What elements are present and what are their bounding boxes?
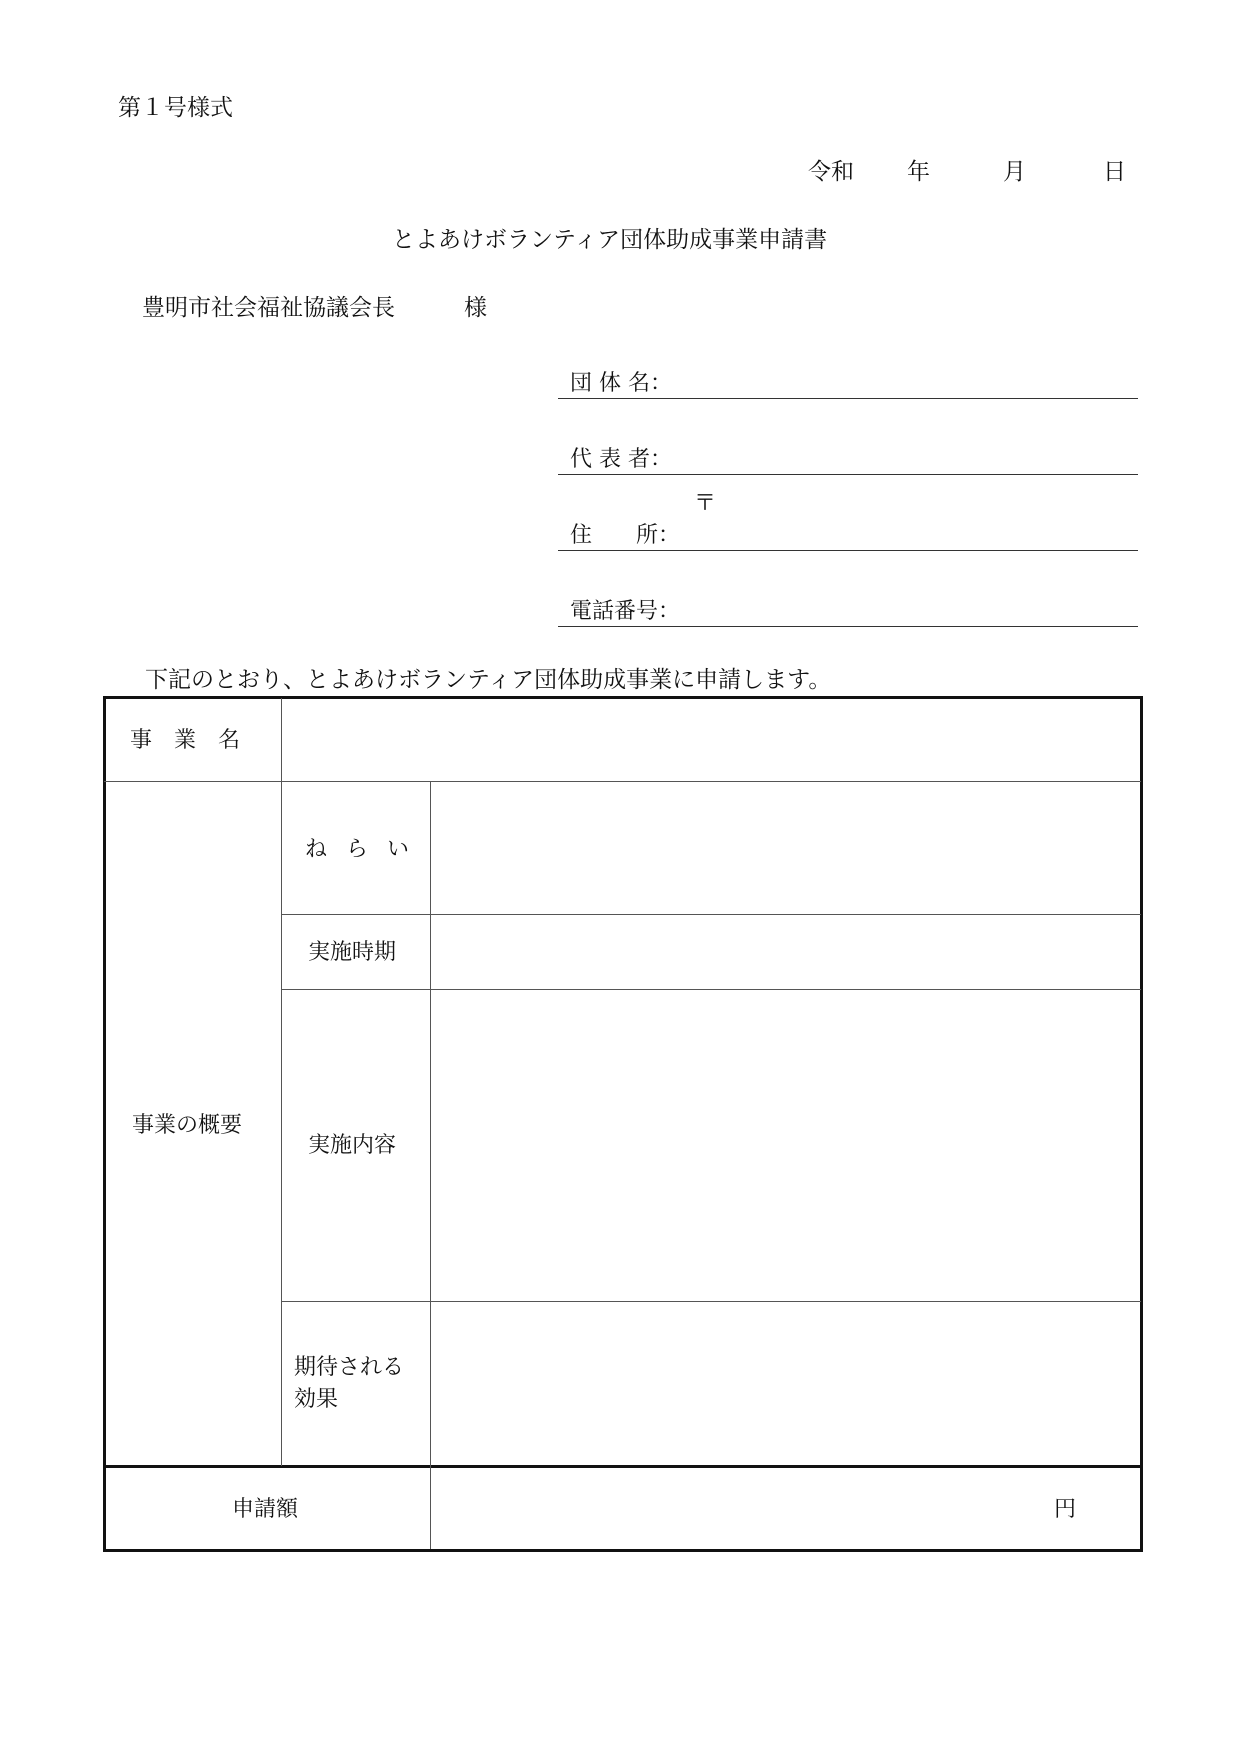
currency-label: 円 <box>1054 1497 1077 1522</box>
group-name-label: 団 体 名： <box>570 371 672 396</box>
date-year-label: 年 <box>907 159 930 185</box>
aim-input[interactable] <box>433 783 1140 913</box>
col-divider <box>281 698 282 1466</box>
addressee-name: 豊明市社会福祉協議会長 <box>142 295 395 321</box>
address-label: 住 所： <box>570 523 681 548</box>
date-day-label: 日 <box>1103 159 1126 185</box>
period-label: 実施時期 <box>308 940 397 965</box>
document-title: とよあけボランティア団体助成事業申請書 <box>392 227 828 253</box>
row-divider <box>281 989 1141 990</box>
effect-input[interactable] <box>433 1303 1140 1463</box>
row-divider <box>281 1301 1141 1302</box>
address-underline <box>558 550 1138 551</box>
date-era: 令和 <box>808 159 854 185</box>
representative-underline <box>558 474 1138 475</box>
content-input[interactable] <box>433 991 1140 1300</box>
date-month-label: 月 <box>1003 159 1026 185</box>
content-label: 実施内容 <box>308 1133 397 1158</box>
group-name-underline <box>558 398 1138 399</box>
amount-input[interactable] <box>433 1469 1053 1549</box>
aim-label: ね ら い <box>305 837 415 862</box>
postal-mark: 〒 <box>694 491 717 516</box>
amount-row-divider <box>104 1465 1141 1468</box>
amount-label: 申請額 <box>232 1497 299 1522</box>
row-divider <box>281 914 1141 915</box>
project-name-label: 事 業 名 <box>130 728 241 753</box>
col-divider <box>430 782 431 1549</box>
addressee-honorific: 様 <box>464 295 487 321</box>
phone-label: 電話番号： <box>570 599 681 624</box>
representative-label: 代 表 者： <box>570 447 672 472</box>
row-divider <box>104 781 1141 782</box>
effect-label-line1: 期待される <box>294 1355 405 1380</box>
period-input[interactable] <box>433 916 1140 988</box>
phone-underline <box>558 626 1138 627</box>
form-number: 第１号様式 <box>118 95 233 121</box>
effect-label-line2: 効果 <box>294 1387 339 1412</box>
application-statement: 下記のとおり、とよあけボランティア団体助成事業に申請します。 <box>145 667 832 693</box>
overview-label: 事業の概要 <box>132 1113 243 1138</box>
project-name-input[interactable] <box>284 699 1140 780</box>
